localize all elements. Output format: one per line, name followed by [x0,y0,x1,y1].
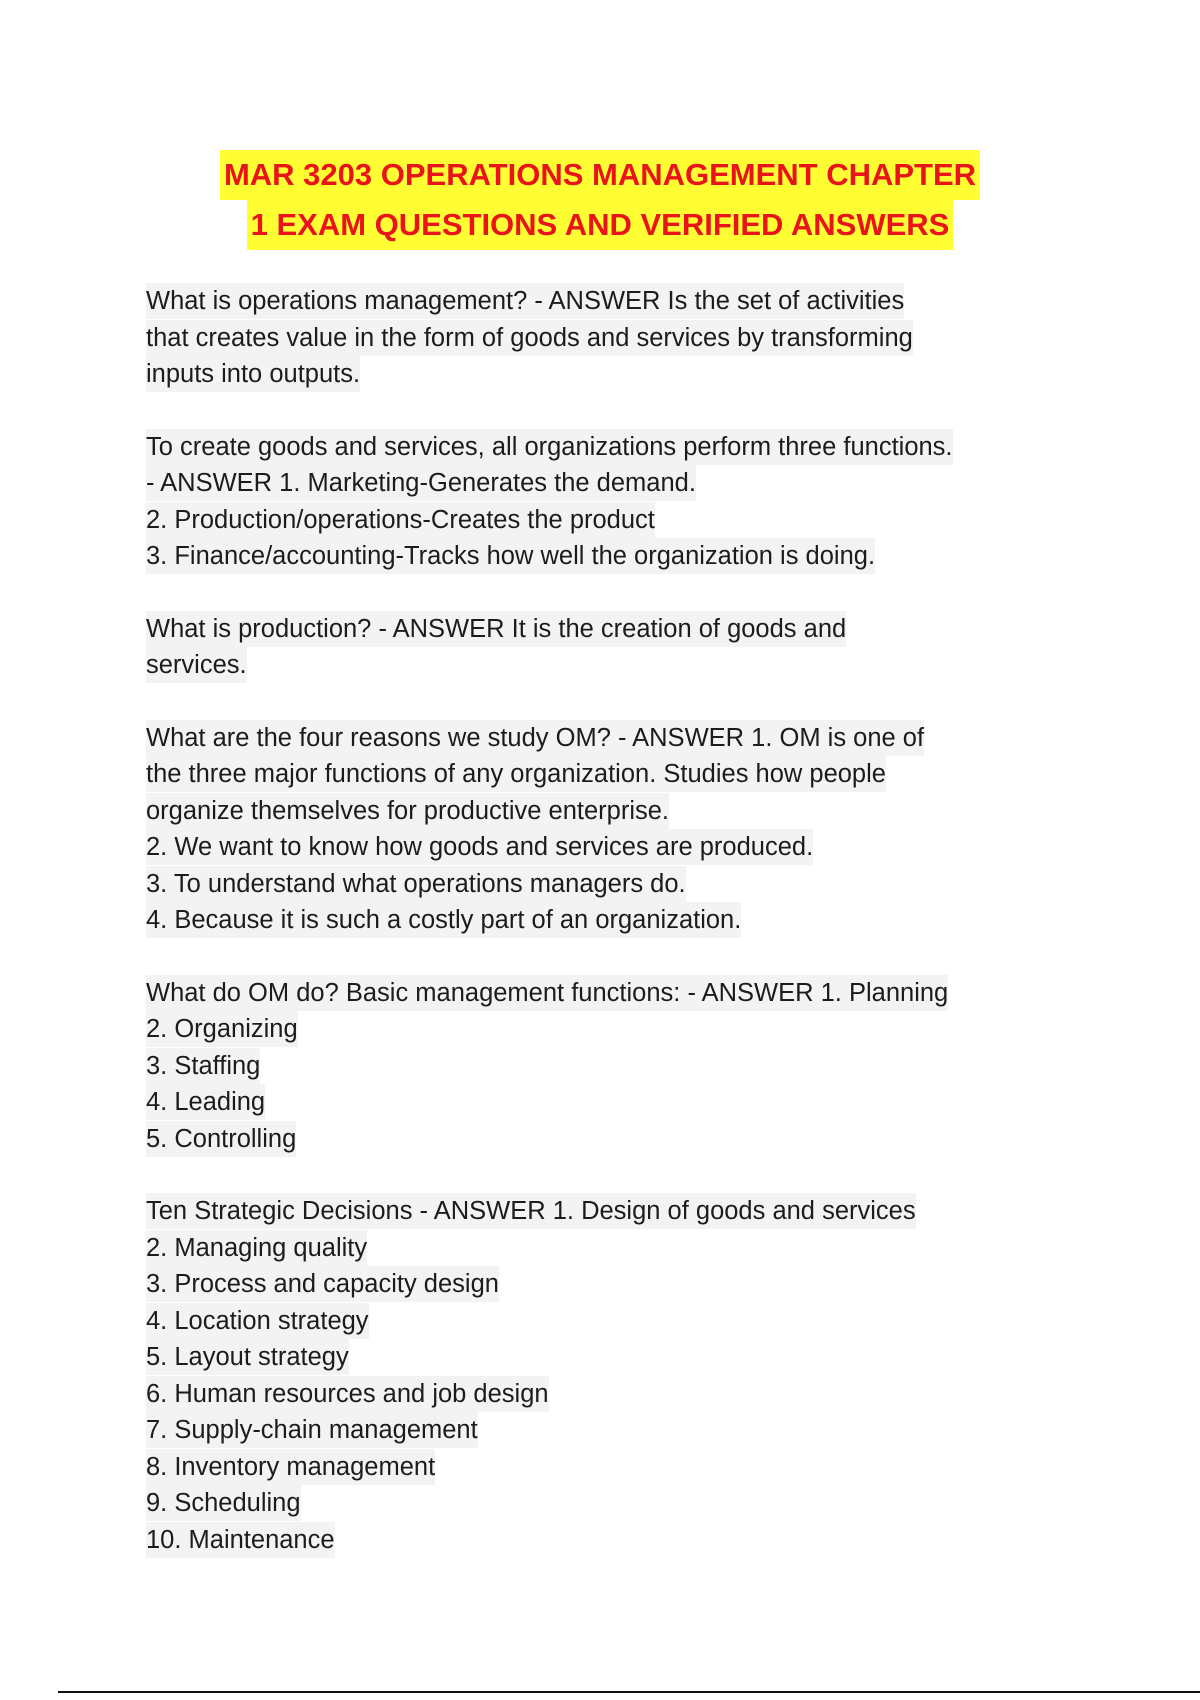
qa-line: 4. Because it is such a costly part of an organization. [146,902,741,938]
qa-line: Ten Strategic Decisions - ANSWER 1. Design of goods and services [146,1193,916,1229]
qa-line: 2. Production/operations-Creates the product [146,502,655,538]
qa-line: To create goods and services, all organizations perform three functions. [146,429,953,465]
qa-line: 2. Organizing [146,1011,298,1047]
qa-line: that creates value in the form of goods and services by transforming [146,320,913,356]
qa-line: What do OM do? Basic management functions: - ANSWER 1. Planning [146,975,948,1011]
qa-line: - ANSWER 1. Marketing-Generates the demand. [146,465,696,501]
qa-line: inputs into outputs. [146,356,360,392]
qa-block-four-reasons [146,720,1086,939]
qa-line: 5. Controlling [146,1121,296,1157]
qa-line: 10. Maintenance [146,1522,335,1558]
qa-line: organize themselves for productive enterprise. [146,793,669,829]
qa-content [146,283,1086,1594]
qa-line: 2. Managing quality [146,1230,367,1266]
qa-block-production [146,611,1086,684]
qa-block-three-functions [146,429,1086,575]
qa-line: 3. Finance/accounting-Tracks how well the organization is doing. [146,538,875,574]
qa-line: What is production? - ANSWER It is the creation of goods and [146,611,846,647]
qa-line: services. [146,647,247,683]
qa-line: 9. Scheduling [146,1485,301,1521]
qa-block-operations-management [146,283,1086,393]
qa-line: 7. Supply-chain management [146,1412,478,1448]
qa-line: What is operations management? - ANSWER Is the set of activities [146,283,904,319]
qa-line: 2. We want to know how goods and services are produced. [146,829,813,865]
qa-block-management-functions [146,975,1086,1158]
qa-line: 6. Human resources and job design [146,1376,549,1412]
bottom-divider [58,1691,1200,1693]
qa-line: 3. Staffing [146,1048,260,1084]
qa-line: 4. Location strategy [146,1303,369,1339]
title-line-1: MAR 3203 OPERATIONS MANAGEMENT CHAPTER [220,150,980,200]
qa-line: 8. Inventory management [146,1449,435,1485]
qa-block-strategic-decisions [146,1193,1086,1558]
title-line-2: 1 EXAM QUESTIONS AND VERIFIED ANSWERS [247,200,954,250]
qa-line: 5. Layout strategy [146,1339,349,1375]
qa-line: 4. Leading [146,1084,265,1120]
qa-line: 3. To understand what operations managers do. [146,866,686,902]
document-title [0,150,1200,250]
qa-line: the three major functions of any organization. Studies how people [146,756,886,792]
qa-line: 3. Process and capacity design [146,1266,499,1302]
qa-line: What are the four reasons we study OM? - ANSWER 1. OM is one of [146,720,924,756]
